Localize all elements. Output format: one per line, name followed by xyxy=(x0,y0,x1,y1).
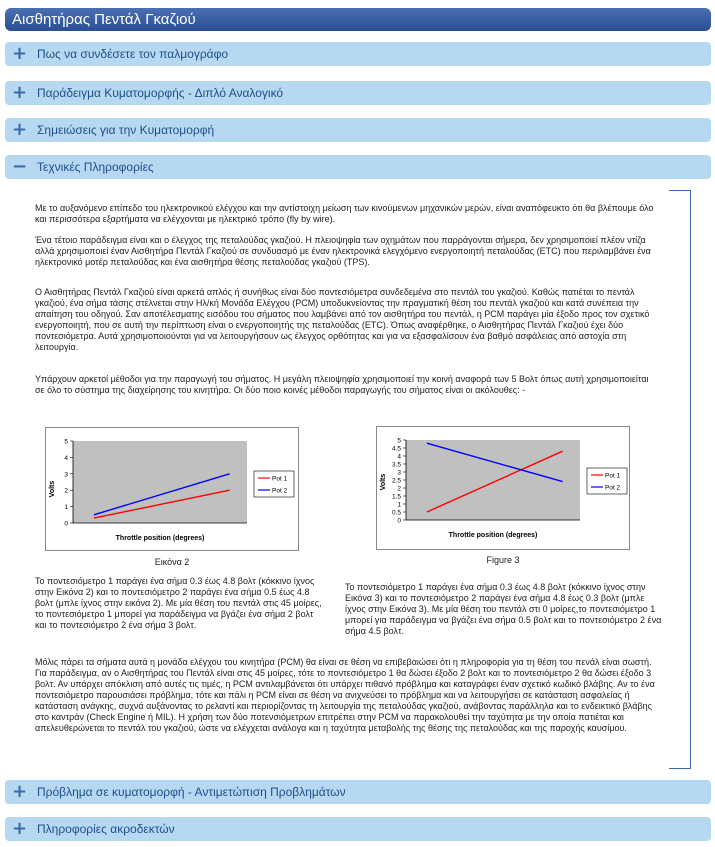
paragraph-pcm: Μόλις πάρει τα σήματα αυτά η μονάδα ελέγχου του κινητήρα (PCM) θα είναι σε θέση να επιβεβαιώσει ότι η πληροφορία για τη θέση του πενάλ είναι σωστή. Για παράδειγμα, αν ο Αισθητήρας του Πεντάλ είναι στις 45 μοίρες, τότε το ποντεσιόμετρο 1 θα δώσει έξοδο 2 βολτ και το ποντεσιόμετρο 2 θα δώσει έξοδο 3 βολτ. Αν υπάρχει απόκλιση από αυτές τις τιμές, η PCM αντιλαμβάνεται ότι υπάρχει πιθανό πρόβλημα και καταγράφει έναν σχετικό κωδικό βλάβης. Αν το ένα ποντεσιόμετρο παρουσιάσει πρόβλημα, τότε και πάλι η PCM είναι σε θέση να ανιχνεύσει το πρόβλημα και να λειτουργήσει σε κατάσταση ασφαλείας ή κατάσταση ανάγκης, συχνά αυξάνοντας το ρελαντί και περιορίζοντας τη λειτουργία της πεταλούδας γκαζιού, ανάβοντας παράλληλα και το ενδεικτικό βλάβης στο καντράν (Check Engine ή MIL). Η χρήση των δύο ποτενσιόμετρων επιτρέπει στην PCM να παρακολουθεί την ταχύτητα με την οποία πατιέται και απελευθερώνεται το πεντάλ του γκαζιού, ώστε να ελέγχεται ανάλογα και η ταχύτητα μεταβολής της θέσης της πεταλούδας και της παροχής καυσίμου. xyxy=(35,657,655,733)
section-label: Πληροφορίες ακροδεκτών xyxy=(37,822,175,836)
plot-area xyxy=(406,440,580,520)
collapse-minus-icon: − xyxy=(12,156,28,177)
y-tick-label: 5 xyxy=(397,437,401,445)
x-axis-label: Throttle position (degrees) xyxy=(115,535,205,542)
section-label: Τεχνικές Πληροφορίες xyxy=(37,160,154,174)
panel-border-bottom xyxy=(669,768,691,769)
legend-label-pot-2: Pot 2 xyxy=(272,487,288,495)
page-title: Αισθητήρας Πεντάλ Γκαζιού xyxy=(5,8,711,31)
y-tick-label: 3 xyxy=(397,469,401,477)
y-tick-label: 4.5 xyxy=(391,445,401,453)
y-tick-label: 1 xyxy=(397,501,401,509)
figure-3-description: Το ποντεσιόμετρο 1 παράγει ένα σήμα 0.3 έως 4.8 βολτ (κόκκινο ίχνος στην Εικόνα 3) και το ποντεσιόμετρο 2 παράγει ένα σήμα 4.8 έως 0.3 βολτ (μπλε ίχνος στην Εικόνα 3). Με μία θέση του πεντάλ στι 0 μοίρες,το ποντεσιόμετρο 1 μπορεί για παράδειγμα να βγάζει ένα σήμα 0.5 βολτ και το ποντεσιόμετρο 2 ένα σήμα 4.5 βολτ. xyxy=(345,582,662,636)
section-waveform-notes[interactable] xyxy=(5,118,711,142)
figure-2-description: Το ποντεσιόμετρο 1 παράγει ένα σήμα 0.3 έως 4.8 βολτ (κόκκινο ίχνος στην Εικόνα 2) και το ποντεσιόμετρο 2 παράγει ένα σήμα 0.5 έως 4.8 βολτ (μπλε ίχνος στην εικόνα 2). Με μία θέση του πεντάλ στις 45 μοίρες, το ποντεσιόμετρο 1 μπορεί για παράδειγμα να βγάζει ένα σήμα 2 βολτ και το ποντεσιόμετρο 2 ένα σήμα 3 βολτ. xyxy=(35,576,322,630)
figure-2-caption: Εικόνα 2 xyxy=(154,557,190,567)
section-pin-info[interactable] xyxy=(5,817,711,841)
expand-plus-icon: + xyxy=(12,781,28,802)
y-tick-label: 0 xyxy=(64,520,68,528)
y-tick-label: 0.5 xyxy=(391,509,401,517)
x-axis-label: Throttle position (degrees) xyxy=(448,532,538,539)
expand-plus-icon: + xyxy=(12,82,28,103)
y-tick-label: 1 xyxy=(64,504,68,512)
section-label: Πως να συνδέσετε τον παλμογράφο xyxy=(37,47,229,61)
y-tick-label: 5 xyxy=(64,438,68,446)
legend-label-pot-1: Pot 1 xyxy=(605,472,621,480)
expand-plus-icon: + xyxy=(12,43,28,64)
section-technical-info[interactable] xyxy=(5,155,711,179)
panel-border-top xyxy=(669,190,691,191)
paragraph-methods: Υπάρχουν αρκετοί μέθοδοι για την παραγωγή του σήματος. Η μεγάλη πλειοψηφία χρησιμοποιεί την κοινή αναφορά των 5 Βολτ όπως αυτή χρησιμοποιείται σε όλο το σύστημα της διαχείρησης του κινητήρα. Οι δύο ποιο κοινές μέθοδοι παραγωγής του σήματος είναι οι ακόλουθες: - xyxy=(35,374,649,395)
chart-figure-3 xyxy=(376,426,630,550)
paragraph-intro: Με το αυξανόμενο επίπεδο του ηλεκτρονικού ελέγχου και την αντίστοιχη μείωση των κινούμενων μηχανικών μερών, είναι αναπόφευκτο ότι θα βλέπουμε όλο και περισσότερα εξαρτήματα να ελέγχονται με ηλεκτρικό τρόπο (fly by wire). xyxy=(35,203,654,224)
y-tick-label: 2.5 xyxy=(391,477,401,485)
expand-plus-icon: + xyxy=(12,119,28,140)
legend-label-pot-2: Pot 2 xyxy=(605,484,621,492)
section-waveform-example[interactable] xyxy=(5,81,711,105)
chart-figure-2 xyxy=(45,427,299,551)
plot-area xyxy=(73,441,247,523)
section-label: Σημειώσεις για την Κυματομορφή xyxy=(37,123,215,137)
y-tick-label: 4 xyxy=(397,453,401,461)
section-connect-oscilloscope[interactable] xyxy=(5,42,711,66)
y-axis-label: Volts xyxy=(380,473,387,491)
y-tick-label: 2 xyxy=(64,487,68,495)
paragraph-example: Ένα τέτοιο παράδειγμα είναι και ο έλεγχος της πεταλούδας γκαζιού. Η πλειοψηφία των οχημάτων που παρράγονται σήμερα, δεν χρησιμοποιεί πλέον ντίζα αλλά χρησιμοποιεί έναν Αισθητήρα Πεντάλ Γκαζιού σε συνδυασμό με έναν ηλεκτρονικά ελεγχόμενο ενεργοποιητή πεταλούδας (ETC) που περιλαμβάνει ένα ηλεκτρονικό μοτέρ πεταλούδας και ένα αισθητήρα θέσης πεταλούδας γκαζιού (TPS). xyxy=(35,235,651,267)
y-tick-label: 3.5 xyxy=(391,461,401,469)
y-axis-label: Volts xyxy=(49,480,56,498)
expand-plus-icon: + xyxy=(12,818,28,839)
y-tick-label: 3 xyxy=(64,471,68,479)
section-label: Πρόβλημα σε κυματομορφή - Αντιμετώπιση Προβλημάτων xyxy=(37,785,346,799)
panel-border-right xyxy=(690,190,691,768)
y-tick-label: 2 xyxy=(397,485,401,493)
figure-3-caption: Figure 3 xyxy=(486,555,520,565)
y-tick-label: 4 xyxy=(64,454,68,462)
section-troubleshooting[interactable] xyxy=(5,780,711,804)
section-label: Παράδειγμα Κυματομορφής - Διπλό Αναλογικό xyxy=(37,86,284,100)
y-tick-label: 1.5 xyxy=(391,493,401,501)
y-tick-label: 0 xyxy=(397,517,401,525)
paragraph-sensor: Ο Αισθητήρας Πεντάλ Γκαζιού είναι αρκετά απλός ή συνήθως είναι δύο ποντεσιόμετρα συνδεδεμένα στο πεντάλ του γκαζιού. Καθώς πατιέται το πεντάλ γκαζιού, ένα σήμα τάσης στέλνεται στην Ηλ/κή Μονάδα Ελέγχου (PCM) υποδυκνείοντας την πραγματική θέση του πεντάλ γκαζιού και κατά συνέπεια την απαίτηση του οδηγού. Σαν αποτέλεσματης εισόδου του σήματος που λαμβάνει από τον αισθητήρα του πεντάλ, η PCM παράγει μία έξοδο προς τον σχετικό ενεργοποιητή, που σε αυτή την περίπτωση είναι ο ενεργοποιητής της πεταλούδας (ETC). Όπως αναφέρθηκε, ο Αισθητήρας Πεντάλ Γκαζιού έχει δύο ποντεσιόμετρα. Αυτά χρησιμοποιούνται για να λειτουργήσουν ως έλεγχος ορθότητας και για να εξασφαλίσουν ένα βαθμό ασφάλειας από αστοχία στη λειτουργία. xyxy=(35,287,650,352)
legend-label-pot-1: Pot 1 xyxy=(272,475,288,483)
